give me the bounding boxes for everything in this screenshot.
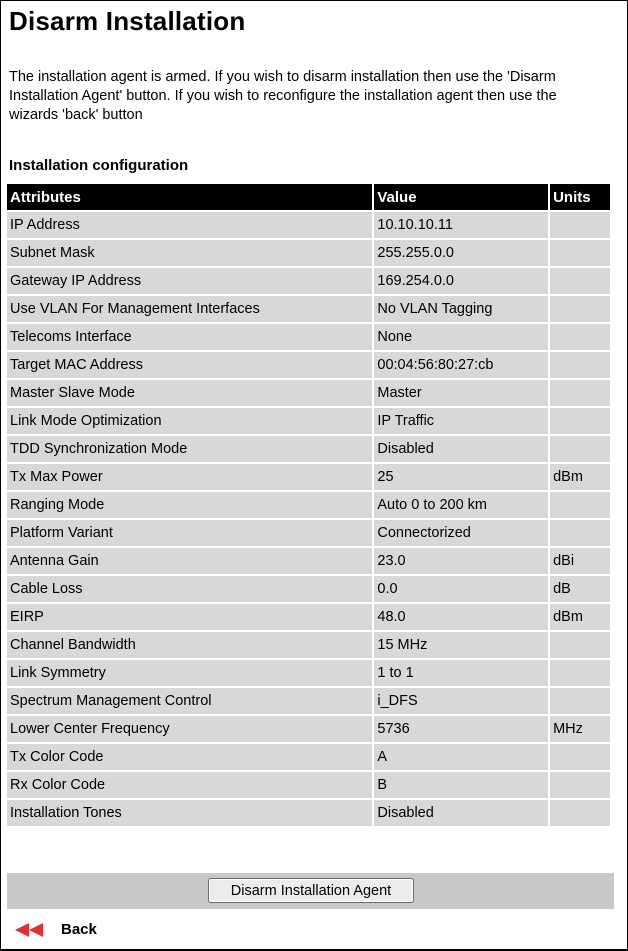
table-row: [7, 352, 610, 378]
attribute-cell: Link Mode Optimization: [7, 408, 372, 434]
disarm-installation-agent-button[interactable]: Disarm Installation Agent: [208, 878, 414, 903]
units-cell: [550, 492, 610, 518]
value-cell: Disabled: [374, 800, 548, 826]
value-cell: IP Traffic: [374, 408, 548, 434]
value-cell: 0.0: [374, 576, 548, 602]
attribute-cell: Rx Color Code: [7, 772, 372, 798]
double-left-arrow-icon: [15, 922, 49, 938]
table-row: [7, 464, 610, 490]
attribute-cell: TDD Synchronization Mode: [7, 436, 372, 462]
attribute-cell: EIRP: [7, 604, 372, 630]
units-cell: dBm: [550, 464, 610, 490]
table-row: [7, 408, 610, 434]
units-cell: [550, 408, 610, 434]
value-cell: 23.0: [374, 548, 548, 574]
table-row: [7, 576, 610, 602]
button-bar: [7, 873, 614, 909]
table-row: [7, 296, 610, 322]
units-cell: [550, 632, 610, 658]
table-row: [7, 604, 610, 630]
attribute-cell: Channel Bandwidth: [7, 632, 372, 658]
attribute-cell: Lower Center Frequency: [7, 716, 372, 742]
table-row: [7, 268, 610, 294]
attribute-cell: Cable Loss: [7, 576, 372, 602]
value-cell: i_DFS: [374, 688, 548, 714]
attribute-cell: Gateway IP Address: [7, 268, 372, 294]
table-row: [7, 632, 610, 658]
attribute-cell: Tx Color Code: [7, 744, 372, 770]
value-cell: 5736: [374, 716, 548, 742]
value-cell: 255.255.0.0: [374, 240, 548, 266]
units-cell: [550, 660, 610, 686]
table-row: [7, 492, 610, 518]
attribute-cell: Target MAC Address: [7, 352, 372, 378]
attribute-cell: Spectrum Management Control: [7, 688, 372, 714]
units-cell: [550, 800, 610, 826]
units-cell: dBi: [550, 548, 610, 574]
table-row: [7, 548, 610, 574]
attribute-cell: Subnet Mask: [7, 240, 372, 266]
value-cell: None: [374, 324, 548, 350]
units-cell: [550, 268, 610, 294]
value-cell: Disabled: [374, 436, 548, 462]
back-link[interactable]: [15, 921, 97, 938]
table-row: [7, 324, 610, 350]
units-cell: [550, 380, 610, 406]
installation-config-table: [5, 182, 612, 828]
units-cell: [550, 520, 610, 546]
value-cell: 25: [374, 464, 548, 490]
table-row: [7, 660, 610, 686]
value-cell: 15 MHz: [374, 632, 548, 658]
table-body: [7, 212, 610, 826]
units-cell: [550, 212, 610, 238]
value-cell: 48.0: [374, 604, 548, 630]
attribute-cell: Link Symmetry: [7, 660, 372, 686]
units-cell: [550, 688, 610, 714]
table-row: [7, 744, 610, 770]
units-cell: dBm: [550, 604, 610, 630]
attribute-cell: IP Address: [7, 212, 372, 238]
attribute-cell: Installation Tones: [7, 800, 372, 826]
table-row: [7, 380, 610, 406]
table-row: [7, 436, 610, 462]
units-cell: [550, 324, 610, 350]
units-cell: dB: [550, 576, 610, 602]
units-cell: [550, 436, 610, 462]
units-cell: [550, 772, 610, 798]
value-cell: 1 to 1: [374, 660, 548, 686]
value-cell: Master: [374, 380, 548, 406]
value-cell: No VLAN Tagging: [374, 296, 548, 322]
value-cell: 169.254.0.0: [374, 268, 548, 294]
section-title: Installation configuration: [9, 157, 189, 174]
header-value: Value: [374, 184, 548, 210]
attribute-cell: Antenna Gain: [7, 548, 372, 574]
units-cell: MHz: [550, 716, 610, 742]
page-title: Disarm Installation: [9, 6, 246, 36]
attribute-cell: Use VLAN For Management Interfaces: [7, 296, 372, 322]
attribute-cell: Telecoms Interface: [7, 324, 372, 350]
value-cell: A: [374, 744, 548, 770]
table-row: [7, 688, 610, 714]
attribute-cell: Ranging Mode: [7, 492, 372, 518]
attribute-cell: Platform Variant: [7, 520, 372, 546]
back-label: Back: [61, 921, 97, 938]
units-cell: [550, 296, 610, 322]
units-cell: [550, 352, 610, 378]
table-row: [7, 800, 610, 826]
table-row: [7, 772, 610, 798]
table-row: [7, 716, 610, 742]
attribute-cell: Master Slave Mode: [7, 380, 372, 406]
table-row: [7, 520, 610, 546]
units-cell: [550, 240, 610, 266]
table-row: [7, 240, 610, 266]
value-cell: Connectorized: [374, 520, 548, 546]
table-header-row: [7, 184, 610, 210]
intro-text: The installation agent is armed. If you wish to disarm installation then use the 'Disarm Installation Agent' button. If you wish to reconfigure the installation agent then use the wizards 'back' button: [9, 69, 557, 123]
header-units: Units: [550, 184, 610, 210]
attribute-cell: Tx Max Power: [7, 464, 372, 490]
units-cell: [550, 744, 610, 770]
value-cell: Auto 0 to 200 km: [374, 492, 548, 518]
header-attributes: Attributes: [7, 184, 372, 210]
value-cell: B: [374, 772, 548, 798]
value-cell: 00:04:56:80:27:cb: [374, 352, 548, 378]
value-cell: 10.10.10.11: [374, 212, 548, 238]
table-row: [7, 212, 610, 238]
